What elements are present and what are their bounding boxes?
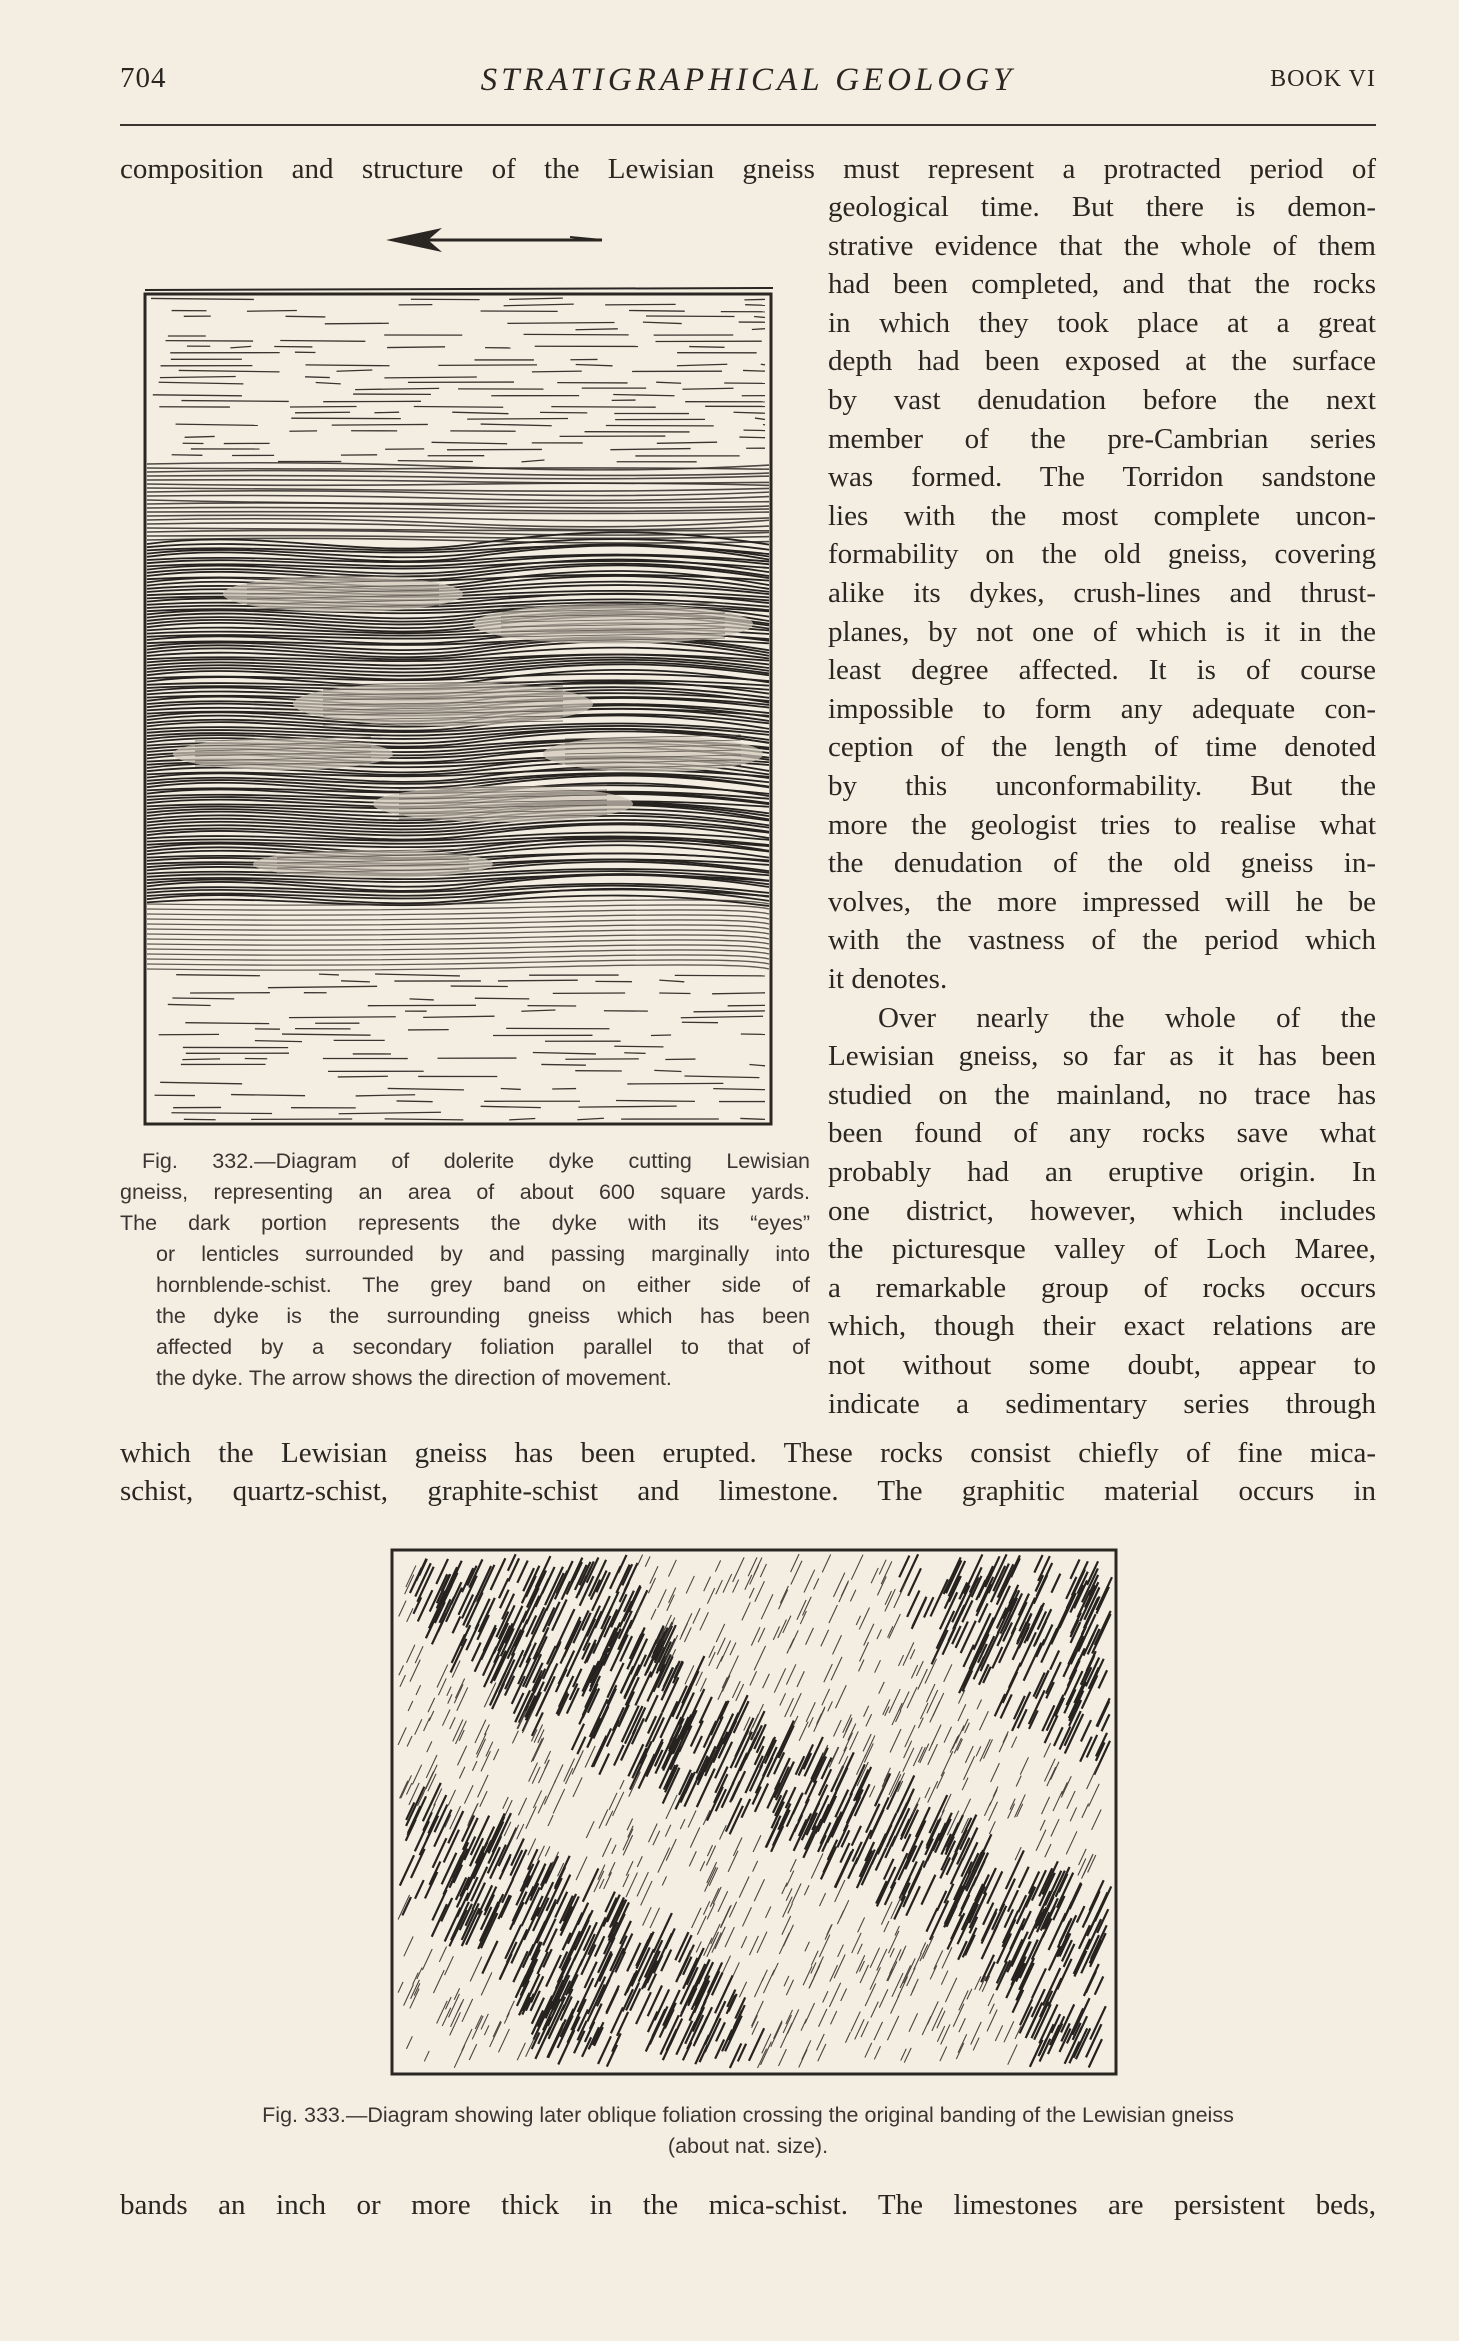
column-line: which, though their exact relations are: [828, 1310, 1376, 1343]
column-line: alike its dykes, crush-lines and thrust-: [828, 577, 1376, 609]
column-line: the picturesque valley of Loch Maree,: [828, 1233, 1376, 1266]
caption-line: gneiss, representing an area of about 600 square yards.: [120, 1180, 810, 1204]
dyke-diagram: [143, 284, 783, 1130]
figure-333-caption: [120, 2100, 1376, 2162]
column-line: by this unconformability. But the: [828, 770, 1376, 802]
column-line: studied on the mainland, no trace has: [828, 1078, 1376, 1111]
column-line: by vast denudation before the next: [828, 384, 1376, 416]
column-line: formability on the old gneiss, covering: [828, 538, 1376, 571]
running-header: [120, 62, 1376, 110]
column-line: probably had an eruptive origin. In: [828, 1156, 1376, 1188]
column-line: more the geologist tries to realise what: [828, 808, 1376, 841]
column-line: with the vastness of the period which: [828, 924, 1376, 957]
caption-line: Fig. 332.—Diagram of dolerite dyke cutting Lewisian: [142, 1149, 810, 1173]
column-line: a remarkable group of rocks occurs: [828, 1271, 1376, 1304]
body-line: which the Lewisian gneiss has been erupted. These rocks consist chiefly of fine mica-: [120, 1437, 1376, 1469]
column-line: lies with the most complete uncon-: [828, 499, 1376, 532]
arrow-icon: [380, 218, 610, 262]
caption-line: The dark portion represents the dyke with its “eyes”: [120, 1211, 810, 1235]
caption-line: hornblende-schist. The grey band on either side of: [156, 1273, 810, 1297]
body-line: bands an inch or more thick in the mica-schist. The limestones are persistent beds,: [120, 2189, 1376, 2221]
body-line: schist, quartz-schist, graphite-schist and limestone. The graphitic material occurs in: [120, 1475, 1376, 1507]
foliation-diagram: [390, 1548, 1120, 2078]
figure-332-caption: [120, 1146, 810, 1394]
column-line: had been completed, and that the rocks: [828, 268, 1376, 301]
column-line: the denudation of the old gneiss in-: [828, 847, 1376, 880]
column-line: it denotes.: [828, 963, 948, 995]
caption-line: affected by a secondary foliation parallel to that of: [156, 1335, 810, 1359]
caption-line: (about nat. size).: [667, 2134, 829, 2158]
column-line: impossible to form any adequate con-: [828, 692, 1376, 725]
caption-line: the dyke is the surrounding gneiss which has been: [156, 1304, 810, 1328]
column-line: indicate a sedimentary series through: [828, 1387, 1376, 1420]
column-line: geological time. But there is demon-: [828, 191, 1376, 223]
column-line: been found of any rocks save what: [828, 1117, 1376, 1150]
column-line: ception of the length of time denoted: [828, 731, 1376, 764]
body-line: composition and structure of the Lewisian gneiss must represent a protracted period of: [120, 153, 1376, 185]
column-line: strative evidence that the whole of them: [828, 229, 1376, 262]
column-line: planes, by not one of which is it in the: [828, 615, 1376, 648]
column-line: least degree affected. It is of course: [828, 654, 1376, 687]
caption-line: or lenticles surrounded by and passing marginally into: [156, 1242, 810, 1266]
column-line: depth had been exposed at the surface: [828, 345, 1376, 378]
column-line: one district, however, which includes: [828, 1194, 1376, 1227]
column-line: Lewisian gneiss, so far as it has been: [828, 1040, 1376, 1073]
book-label: BOOK VI: [1270, 66, 1376, 92]
caption-line: Fig. 333.—Diagram showing later oblique foliation crossing the original banding of the Lewisian gneiss: [262, 2103, 1234, 2127]
column-line: was formed. The Torridon sandstone: [828, 461, 1376, 494]
page-number: 704: [120, 62, 167, 94]
column-line: not without some doubt, appear to: [828, 1349, 1376, 1381]
column-line: in which they took place at a great: [828, 306, 1376, 339]
column-line: volves, the more impressed will he be: [828, 885, 1376, 918]
caption-line: the dyke. The arrow shows the direction of movement.: [156, 1366, 672, 1390]
header-rule: [120, 124, 1376, 126]
running-title: STRATIGRAPHICAL GEOLOGY: [480, 62, 1016, 98]
column-line: Over nearly the whole of the: [878, 1001, 1376, 1034]
column-line: member of the pre-Cambrian series: [828, 422, 1376, 455]
